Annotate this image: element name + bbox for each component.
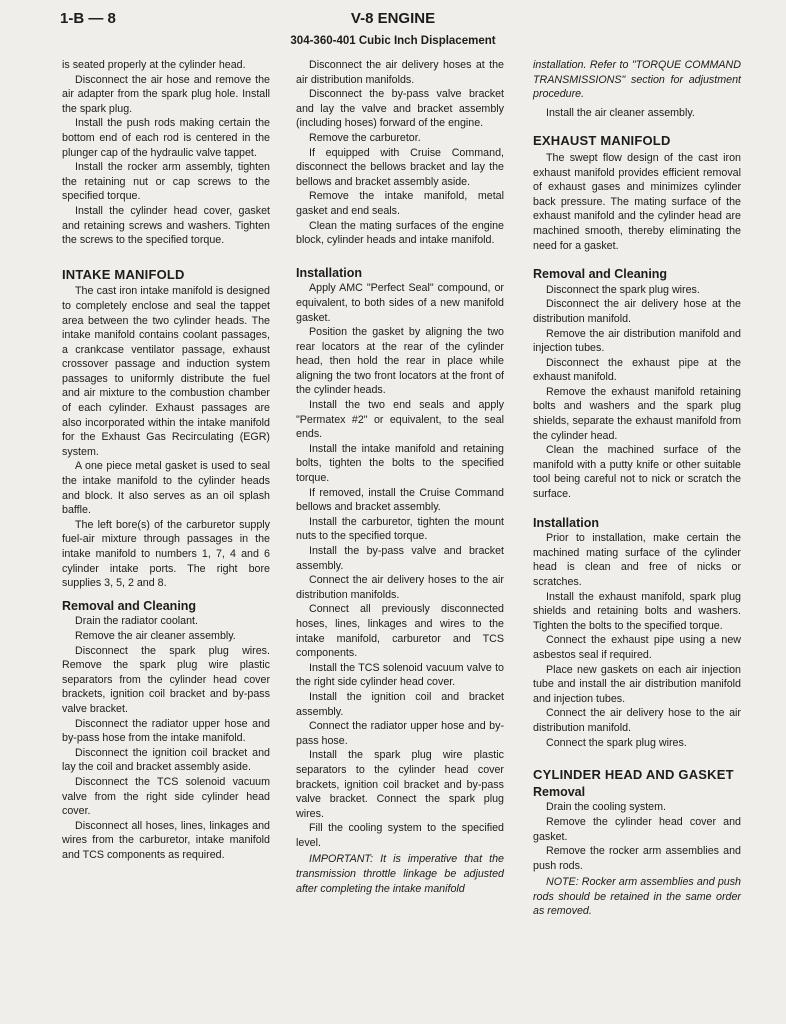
paragraph: Install the push rods making certain the bottom end of each rod is centered in the plunger cap of the hydraulic valve tappet. bbox=[62, 117, 270, 159]
subsection-heading-removal-cleaning: Removal and Cleaning bbox=[533, 267, 668, 282]
paragraph: Install the two end seals and apply "Permatex #2" or equivalent, to the seal ends. bbox=[296, 399, 504, 441]
page-number: 1-B — 8 bbox=[60, 10, 116, 27]
paragraph: Remove the carburetor. bbox=[309, 131, 421, 144]
page-subtitle: 304-360-401 Cubic Inch Displacement bbox=[290, 35, 496, 47]
paragraph: Remove the rocker arm assemblies and push rods. bbox=[533, 845, 741, 872]
paragraph: Remove the intake manifold, metal gasket and end seals. bbox=[296, 190, 504, 217]
paragraph: Drain the radiator coolant. bbox=[75, 615, 198, 628]
paragraph: Place new gaskets on each air injection tube and install the air distribution manifold and injection tubes. bbox=[533, 663, 741, 705]
paragraph: Connect the air delivery hose to the air distribution manifold. bbox=[533, 707, 741, 734]
paragraph: Connect the spark plug wires. bbox=[546, 736, 687, 749]
paragraph: Install the by-pass valve and bracket assembly. bbox=[296, 545, 504, 572]
paragraph: The swept flow design of the cast iron exhaust manifold provides efficient removal of exhaust gases and minimizes cylinder back pressure. The mating surface of the exhaust manifold and the cylinder head are machined smooth, thereby eliminating the need for a gasket. bbox=[533, 151, 741, 252]
paragraph: Apply AMC "Perfect Seal" compound, or equivalent, to both sides of a new manifold gasket. bbox=[296, 282, 504, 324]
paragraph: Disconnect the TCS solenoid vacuum valve from the right side cylinder head cover. bbox=[62, 775, 270, 818]
paragraph: Prior to installation, make certain the machined mating surface of the cylinder head is clean and free of nicks or scratches. bbox=[533, 532, 741, 588]
paragraph: Fill the cooling system to the specified level. bbox=[296, 822, 504, 849]
paragraph: Remove the exhaust manifold retaining bolts and washers and the spark plug shields, separate the exhaust manifold from the cylinder head. bbox=[533, 385, 741, 442]
column-2 bbox=[296, 58, 504, 896]
column-1 bbox=[62, 58, 270, 862]
paragraph: Install the carburetor, tighten the mount nuts to the specified torque. bbox=[296, 515, 504, 543]
paragraph: The cast iron intake manifold is designed to completely enclose and seal the tappet area between the two cylinder heads. The intake manifold contains coolant passages, a crankcase ventilator passage, exhaust crossover passage and induction system passages to uniformly distribute the fuel and air mixture to the combustion chamber of each cylinder. Exhaust passages are also incorporated within the intake manifold for the Exhaust Gas Recirculating (EGR) system. bbox=[62, 285, 270, 458]
paragraph: The left bore(s) of the carburetor supply fuel-air mixture through passages in the intake manifold to numbers 1, 7, 4 and 6 cylinder intake ports. The right bore supplies 3, 5, 2 and 8. bbox=[62, 518, 270, 590]
paragraph: Install the air cleaner assembly. bbox=[546, 106, 695, 119]
subsection-heading-removal: Removal bbox=[533, 784, 586, 799]
paragraph: Remove the cylinder head cover and gasket. bbox=[533, 815, 741, 843]
paragraph: If removed, install the Cruise Command bellows and bracket assembly. bbox=[296, 486, 504, 514]
section-heading-cylinder-head-gasket: CYLINDER HEAD AND GASKET bbox=[533, 767, 734, 783]
paragraph: Connect all previously disconnected hoses, lines, linkages and wires to the intake manifold, carburetor and TCS components. bbox=[296, 603, 504, 660]
subsection-heading-installation: Installation bbox=[533, 515, 599, 530]
paragraph: Disconnect the air delivery hoses at the air distribution manifolds. bbox=[296, 59, 504, 86]
important-note: IMPORTANT: It is imperative that the transmission throttle linkage be adjusted after completing the intake manifold bbox=[296, 853, 504, 895]
note: NOTE: Rocker arm assemblies and push rods should be retained in the same order as removed. bbox=[533, 876, 741, 918]
paragraph: Disconnect the exhaust pipe at the exhaust manifold. bbox=[533, 356, 741, 384]
column-3 bbox=[533, 58, 741, 919]
paragraph: is seated properly at the cylinder head. bbox=[62, 59, 246, 71]
paragraph: Install the cylinder head cover, gasket and retaining screws and washers. Tighten the screws to the specified torque. bbox=[62, 204, 270, 247]
paragraph: Install the ignition coil and bracket assembly. bbox=[296, 690, 504, 718]
paragraph: Drain the cooling system. bbox=[546, 801, 666, 814]
paragraph: Disconnect the spark plug wires. Remove the spark plug wire plastic separators from the cylinder head cover brackets, ignition coil bracket and by-pass valve bracket. bbox=[62, 644, 270, 715]
paragraph: Disconnect the spark plug wires. bbox=[546, 283, 700, 296]
paragraph: Install the spark plug wire plastic separators to the cylinder head cover brackets, ignition coil bracket and by-pass valve bracket. Connect the spark plug wires. bbox=[296, 749, 504, 820]
section-heading-intake-manifold: INTAKE MANIFOLD bbox=[62, 266, 185, 282]
paragraph: If equipped with Cruise Command, disconnect the bellows bracket and lay the bellows and bracket assembly aside. bbox=[296, 146, 504, 188]
paragraph: Connect the air delivery hoses to the air distribution manifolds. bbox=[296, 574, 504, 601]
page-title: V-8 ENGINE bbox=[350, 10, 436, 27]
paragraph: Remove the air cleaner assembly. bbox=[75, 629, 236, 642]
paragraph: Install the TCS solenoid vacuum valve to the right side cylinder head cover. bbox=[296, 661, 504, 689]
paragraph: Disconnect the radiator upper hose and by-pass hose from the intake manifold. bbox=[62, 717, 270, 745]
paragraph: Connect the radiator upper hose and by-pass hose. bbox=[296, 720, 504, 747]
paragraph: Install the rocker arm assembly, tighten the retaining nut or cap screws to the specified torque. bbox=[62, 161, 270, 203]
subsection-heading-installation: Installation bbox=[296, 265, 362, 280]
paragraph: Remove the air distribution manifold and injection tubes. bbox=[533, 327, 741, 355]
paragraph: Disconnect the air delivery hose at the distribution manifold. bbox=[533, 298, 741, 325]
subsection-heading-removal-cleaning: Removal and Cleaning bbox=[62, 598, 197, 613]
paragraph: installation. Refer to "TORQUE COMMAND TRANSMISSIONS" section for adjustment procedure. bbox=[533, 59, 741, 101]
paragraph: Install the exhaust manifold, spark plug shields and retaining bolts and washers. Tighten the bolts to the specified torque. bbox=[533, 590, 741, 632]
paragraph: Position the gasket by aligning the two rear locators at the rear of the cylinder head, then hold the rear in place while aligning the two front locators at the front of the cylinder heads. bbox=[296, 326, 504, 397]
paragraph: Clean the machined surface of the manifold with a putty knife or other suitable tool being careful not to nick or scratch the surface. bbox=[533, 444, 741, 501]
paragraph: Connect the exhaust pipe using a new asbestos seal if required. bbox=[533, 634, 741, 661]
paragraph: Install the intake manifold and retaining bolts, tighten the bolts to the specified torque. bbox=[296, 442, 504, 485]
paragraph: Disconnect the air hose and remove the air adapter from the spark plug hole. Install the spark plug. bbox=[62, 73, 270, 115]
paragraph: Disconnect the by-pass valve bracket and lay the valve and bracket assembly (including hoses) forward of the engine. bbox=[296, 88, 504, 130]
section-heading-exhaust-manifold: EXHAUST MANIFOLD bbox=[533, 133, 671, 149]
paragraph: Disconnect the ignition coil bracket and lay the coil and bracket assembly aside. bbox=[62, 746, 270, 774]
paragraph: Disconnect all hoses, lines, linkages and wires from the carburetor, intake manifold and TCS components as required. bbox=[62, 819, 270, 861]
paragraph: A one piece metal gasket is used to seal the intake manifold to the cylinder heads and block. It also serves as an oil splash baffle. bbox=[62, 460, 270, 517]
paragraph: Clean the mating surfaces of the engine block, cylinder heads and intake manifold. bbox=[296, 219, 504, 247]
